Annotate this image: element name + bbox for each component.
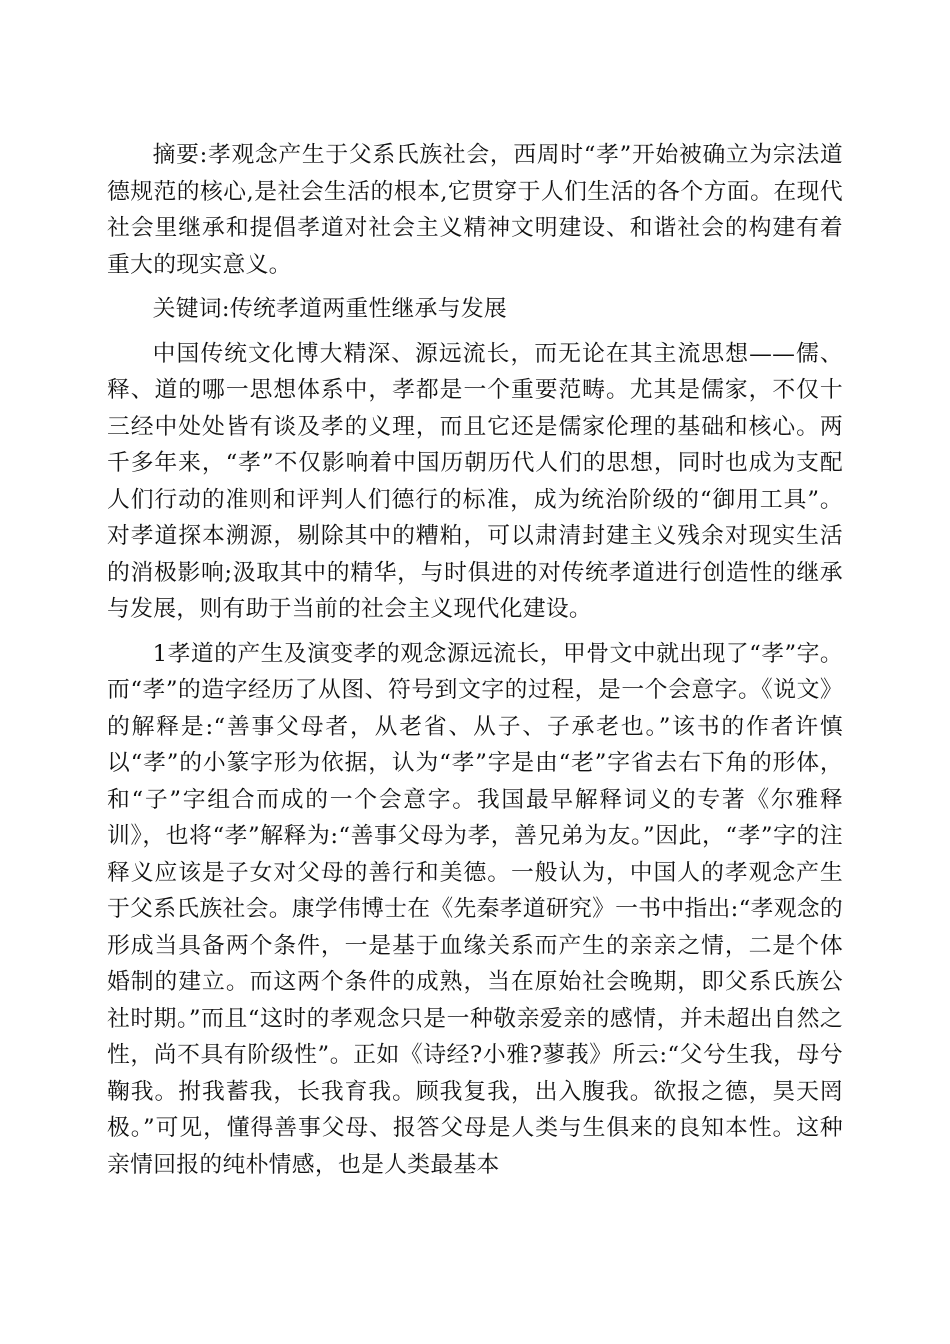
- document-body: [107, 137, 843, 1183]
- abstract-paragraph: 摘要:孝观念产生于父系氏族社会，西周时“孝”开始被确立为宗法道德规范的核心,是社会生活的根本,它贯穿于人们生活的各个方面。在现代社会里继承和提倡孝道对社会主义精神文明建设、和谐社会的构建有着重大的现实意义。: [107, 142, 843, 278]
- intro-paragraph: 中国传统文化博大精深、源远流长，而无论在其主流思想——儒、释、道的哪一思想体系中，孝都是一个重要范畴。尤其是儒家，不仅十三经中处处皆有谈及孝的义理，而且它还是儒家伦理的基础和核心。两千多年来，“孝”不仅影响着中国历朝历代人们的思想，同时也成为支配人们行动的准则和评判人们德行的标准，成为统治阶级的“御用工具”。对孝道探本溯源，剔除其中的糟粕，可以肃清封建主义残余对现实生活的消极影响;汲取其中的精华，与时俱进的对传统孝道进行创造性的继承与发展，则有助于当前的社会主义现代化建设。: [107, 340, 843, 622]
- keywords-paragraph: 关键词:传统孝道两重性继承与发展: [152, 296, 508, 322]
- section-1-paragraph: 1孝道的产生及演变孝的观念源远流长，甲骨文中就出现了“孝”字。而“孝”的造字经历了从图、符号到文字的过程，是一个会意字。《说文》的解释是:“善事父母者，从老省、从子、子承老也。”该书的作者许慎以“孝”的小篆字形为依据，认为“孝”字是由“老”字省去右下角的形体，和“子”字组合而成的一个会意字。我国最早解释词义的专著《尔雅释训》，也将“孝”解释为:“善事父母为孝，善兄弟为友。”因此，“孝”字的注释义应该是子女对父母的善行和美德。一般认为，中国人的孝观念产生于父系氏族社会。康学伟博士在《先秦孝道研究》一书中指出:“孝观念的形成当具备两个条件，一是基于血缘关系而产生的亲亲之情，二是个体婚制的建立。而这两个条件的成熟，当在原始社会晚期，即父系氏族公社时期。”而且“这时的孝观念只是一种敬亲爱亲的感情，并未超出自然之性，尚不具有阶级性”。正如《诗经?小雅?蓼莪》所云:“父兮生我，母兮鞠我。拊我蓄我，长我育我。顾我复我，出入腹我。欲报之德，昊天罔极。”可见，懂得善事父母、报答父母是人类与生俱来的良知本性。这种亲情回报的纯朴情感，也是人类最基本: [107, 640, 843, 1178]
